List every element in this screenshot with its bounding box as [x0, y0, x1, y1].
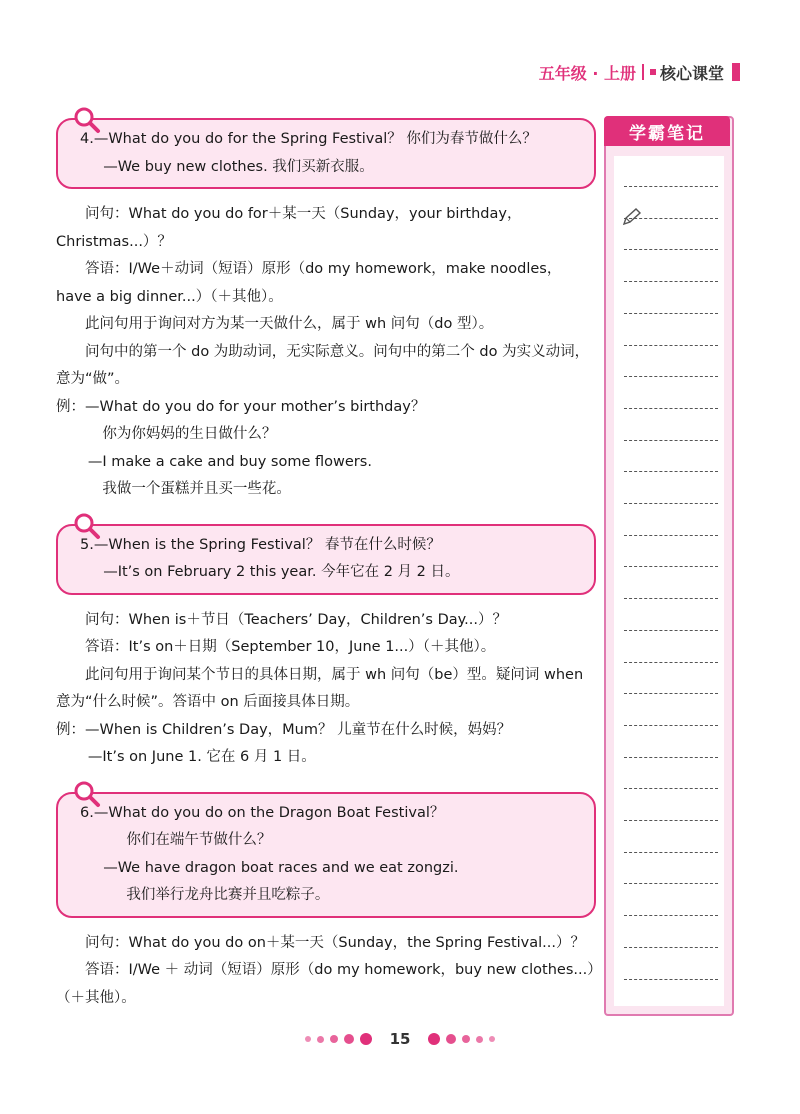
grade-label: 五年级 · 上册: [538, 63, 636, 83]
example-4-answer-cn: 我做一个蛋糕并且买一些花。: [102, 481, 291, 497]
footer-dot: [317, 1036, 324, 1043]
note-line: [624, 408, 718, 409]
note-line: [624, 947, 718, 948]
answer-pattern-6: 答语：I/We ＋ 动词（短语）原形（do my homework，buy new clothes...）（＋其他）。: [56, 962, 595, 1006]
note-line: [624, 186, 718, 187]
note-line: [624, 820, 718, 821]
subject-label: 核心课堂: [659, 63, 724, 83]
notes-paper: [614, 156, 724, 1006]
note-line: [624, 757, 718, 758]
note-line: [624, 471, 718, 472]
note-line: [624, 281, 718, 282]
footer-dot: [489, 1036, 495, 1042]
question-5: 5.—When is the Spring Festival？ 春节在什么时候？: [80, 536, 441, 553]
answer-4: —We buy new clothes. 我们买新衣服。: [103, 158, 374, 175]
note-line: [624, 788, 718, 789]
key-sentence-box-6: [56, 792, 596, 918]
footer-dot: [360, 1033, 372, 1045]
note-line: [624, 979, 718, 980]
note-line: [624, 566, 718, 567]
answer-6-cn: 我们举行龙舟比赛并且吃粽子。: [126, 887, 330, 903]
page-header: [0, 60, 740, 84]
example-4-answer: —I make a cake and buy some flowers.: [87, 453, 372, 470]
example-4-question-cn: 你为你妈妈的生日做什么？: [102, 426, 277, 442]
header-divider: [642, 64, 644, 80]
question-pattern-6: 问句：What do you do on＋某一天（Sunday，the Spring Festival...）？: [85, 934, 586, 951]
answer-pattern-5: 答语：It’s on＋日期（September 10，June 1...）（＋其他）。: [85, 639, 496, 655]
page-footer: [0, 1030, 800, 1048]
magnifier-icon: [72, 780, 102, 808]
explanation-4: 问句中的第一个 do 为助动词，无实际意义。问句中的第二个 do 为实义动词，意为“做”。: [56, 343, 590, 387]
answer-5: —It’s on February 2 this year. 今年它在 2 月 2 日。: [103, 564, 460, 580]
footer-dot: [305, 1036, 311, 1042]
notes-title: 学霸笔记: [604, 116, 730, 146]
question-pattern-4: 问句：What do you do for＋某一天（Sunday，your birthday，Christmas...）？: [56, 206, 522, 250]
header-bar: [732, 63, 740, 81]
magnifier-icon: [72, 106, 102, 134]
note-line: [624, 598, 718, 599]
usage-note-4: 此问句用于询问对方为某一天做什么，属于 wh 问句（do 型）。: [85, 316, 494, 332]
note-line: [624, 693, 718, 694]
note-line: [624, 313, 718, 314]
note-line: [624, 725, 718, 726]
footer-dot: [446, 1034, 456, 1044]
note-line: [624, 883, 718, 884]
footer-dot: [330, 1035, 338, 1043]
page-number: 15: [389, 1030, 411, 1048]
main-content: [56, 110, 596, 1012]
question-pattern-5: 问句：When is＋节日（Teachers’ Day，Children’s Day...）？: [85, 611, 507, 628]
note-line: [624, 630, 718, 631]
example-5-answer: —It’s on June 1. 它在 6 月 1 日。: [87, 749, 316, 765]
key-sentence-box-5: [56, 524, 596, 595]
answer-6: —We have dragon boat races and we eat zongzi.: [103, 859, 459, 876]
note-line: [624, 440, 718, 441]
example-4-question: 例：—What do you do for your mother’s birthday？: [56, 398, 426, 415]
question-6: 6.—What do you do on the Dragon Boat Festival？: [80, 804, 445, 821]
note-line: [624, 218, 718, 219]
note-line: [624, 376, 718, 377]
question-6-cn: 你们在端午节做什么？: [126, 832, 272, 848]
note-line: [624, 915, 718, 916]
note-line: [624, 345, 718, 346]
header-square: [650, 69, 656, 75]
footer-dot: [344, 1034, 354, 1044]
footer-dot: [476, 1036, 483, 1043]
note-line: [624, 503, 718, 504]
note-line: [624, 662, 718, 663]
answer-pattern-4: 答语：I/We＋动词（短语）原形（do my homework，make noodles，have a big dinner...）（＋其他）。: [56, 261, 562, 305]
notes-panel: [604, 116, 734, 1016]
magnifier-icon: [72, 512, 102, 540]
footer-dot: [428, 1033, 440, 1045]
footer-dot: [462, 1035, 470, 1043]
example-5-question: 例：—When is Children’s Day，Mum？ 儿童节在什么时候，妈妈？: [56, 721, 512, 738]
note-line: [624, 249, 718, 250]
question-4: 4.—What do you do for the Spring Festival？ 你们为春节做什么？: [80, 131, 537, 147]
usage-note-5: 此问句用于询问某个节日的具体日期，属于 wh 问句（be）型。疑问词 when 意为“什么时候”。答语中 on 后面接具体日期。: [56, 666, 584, 710]
note-line: [624, 535, 718, 536]
key-sentence-box-4: [56, 118, 596, 189]
note-line: [624, 852, 718, 853]
